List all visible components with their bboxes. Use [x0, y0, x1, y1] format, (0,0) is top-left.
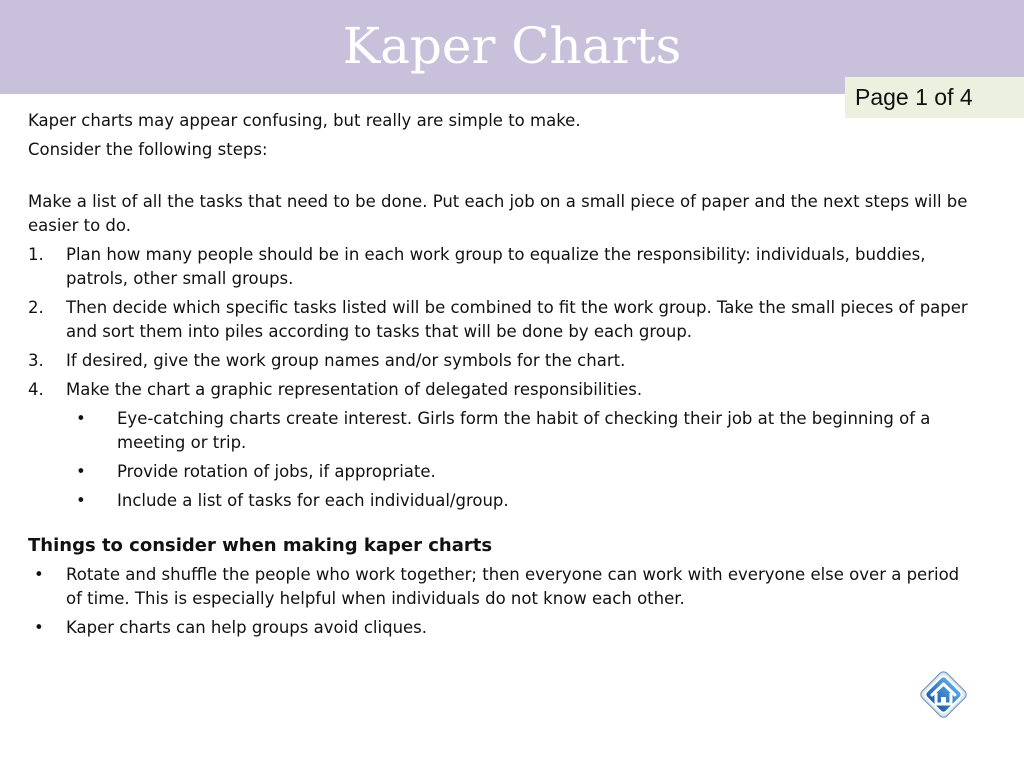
consideration-text: Kaper charts can help groups avoid cliques.: [66, 618, 428, 637]
intro-line-1: Kaper charts may appear confusing, but really are simple to make.: [28, 111, 581, 130]
home-icon: [913, 664, 974, 725]
considerations-heading: Things to consider when making kaper charts: [28, 535, 493, 556]
sub-bullet-item: [28, 460, 978, 484]
step-item: [28, 378, 978, 402]
consideration-item: [28, 616, 978, 640]
step-number: 1.: [28, 245, 44, 264]
step-item: [28, 243, 978, 291]
bullet-marker: •: [76, 462, 86, 481]
bullet-marker: •: [76, 409, 86, 428]
consideration-text: Rotate and shuffle the people who work together; then everyone can work with everyone else over a period of time. This is especially helpful when individuals do not know each other.: [66, 565, 960, 608]
sub-bullet-text: Include a list of tasks for each individual/group.: [117, 491, 509, 510]
step-text: Plan how many people should be in each work group to equalize the responsibility: individuals, buddies, patrols, other small groups.: [66, 245, 926, 288]
sub-bullet-text: Provide rotation of jobs, if appropriate.: [117, 462, 436, 481]
bullet-marker: •: [34, 618, 44, 637]
spacer: [28, 167, 978, 190]
page-indicator: Page 1 of 4: [845, 77, 1024, 118]
step-item: [28, 296, 978, 344]
step-item: [28, 349, 978, 373]
step-text: Make the chart a graphic representation of delegated responsibilities.: [66, 380, 643, 399]
step-text: Then decide which specific tasks listed will be combined to fit the work group. Take the small pieces of paper and sort them into piles according to tasks that will be done by each group.: [66, 298, 968, 341]
slide-content: [28, 109, 978, 645]
step-number: 2.: [28, 298, 44, 317]
bullet-marker: •: [34, 565, 44, 584]
sub-bullet-item: [28, 407, 978, 455]
instructions-paragraph: Make a list of all the tasks that need to be done. Put each job on a small piece of paper and the next steps will be easier to do.: [28, 192, 968, 235]
step-number: 3.: [28, 351, 44, 370]
step-number: 4.: [28, 380, 44, 399]
step-text: If desired, give the work group names and/or symbols for the chart.: [66, 351, 626, 370]
intro-line-2: Consider the following steps:: [28, 140, 268, 159]
slide-title: Kaper Charts: [342, 17, 682, 75]
bullet-marker: •: [76, 491, 86, 510]
sub-bullet-item: [28, 489, 978, 513]
consideration-item: [28, 563, 978, 611]
sub-bullet-text: Eye-catching charts create interest. Girls form the habit of checking their job at the beginning of a meeting or trip.: [117, 409, 931, 452]
home-button[interactable]: [913, 664, 974, 725]
